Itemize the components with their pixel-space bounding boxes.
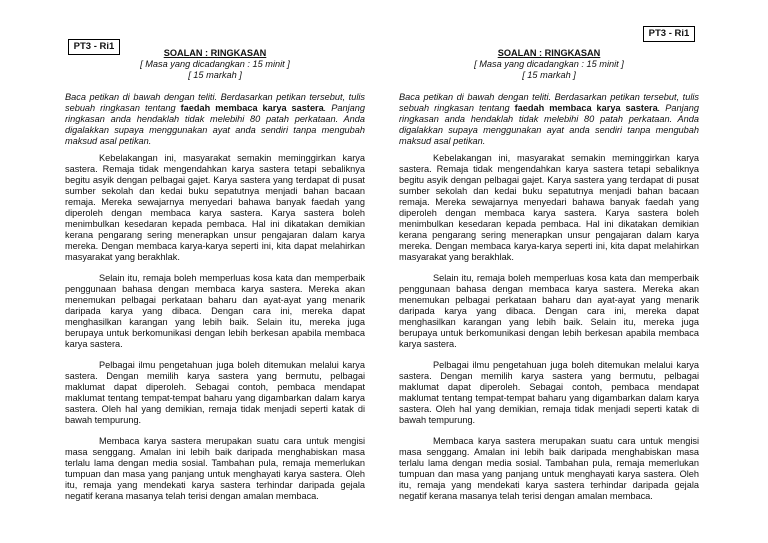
instruction-text [399,92,699,147]
time-allotted: [ Masa yang dicadangkan : 15 minit ] [474,59,624,69]
marks-allotted: [ 15 markah ] [188,70,242,80]
question-heading [399,48,699,81]
instruction-part-2: . Panjang ringkasan anda hendaklah tidak melebihi 80 patah perkataan. Anda digalakkan supaya menggunakan ayat anda sendiri tanpa mengubah maksud asal petikan. [399,103,700,146]
passage-paragraph: Kebelakangan ini, masyarakat semakin meminggirkan karya sastera. Remaja tidak mengendahkan karya sastera tetapi sebaliknya begitu asyik dengan pelbagai gajet. Karya sastera yang terdapat di pusat sumber sekolah dan kedai buku sepatutnya menjadi bahan bacaan remaja. Mereka sewajarnya menyedari bahawa banyak faedah yang diperoleh dengan membaca karya sastera. Karya sastera boleh menimbulkan kesedaran kepada pembaca. Hal ini dikatakan demikian kerana pengarang sering menerapkan unsur pengajaran dalam karya mereka. Dengan membaca karya-karya seperti ini, kita dapat melahirkan masyarakat yang berakhlak. [399,153,699,262]
passage-paragraph: Selain itu, remaja boleh memperluas kosa kata dan memperbaik penggunaan bahasa dengan membaca karya sastera. Mereka akan menemukan pelbagai perkataan baharu dan ayat-ayat yang menarik daripada karya yang dibaca. Dengan cara ini, mereka dapat menghasilkan karangan yang lebih baik. Selain itu, mereka juga berupaya untuk berkomunikasi dengan lebih berkesan apabila membaca karya sastera. [399,273,699,349]
instruction-emphasis: faedah membaca karya sastera [514,103,658,113]
instruction-text [65,92,365,147]
passage [399,153,699,512]
time-allotted: [ Masa yang dicadangkan : 15 minit ] [140,59,290,69]
passage-paragraph: Pelbagai ilmu pengetahuan juga boleh ditemukan melalui karya sastera. Dengan memilih karya sastera yang bermutu, pelbagai maklumat dapat diperoleh. Sebagai contoh, pembaca mendapat maklumat tentang tempat-tempat baharu yang digambarkan dalam karya sastera. Oleh hal yang demikian, remaja tidak menjadi seperti katak di bawah tempurung. [65,360,365,425]
passage-paragraph: Selain itu, remaja boleh memperluas kosa kata dan memperbaik penggunaan bahasa dengan membaca karya sastera. Mereka akan menemukan pelbagai perkataan baharu dan ayat-ayat yang menarik daripada karya yang dibaca. Dengan cara ini, mereka dapat menghasilkan karangan yang lebih baik. Selain itu, mereka juga berupaya untuk berkomunikasi dengan lebih berkesan apabila membaca karya sastera. [65,273,365,349]
question-title: SOALAN : RINGKASAN [497,48,601,58]
passage-paragraph: Pelbagai ilmu pengetahuan juga boleh ditemukan melalui karya sastera. Dengan memilih karya sastera yang bermutu, pelbagai maklumat dapat diperoleh. Sebagai contoh, pembaca mendapat maklumat tentang tempat-tempat baharu yang digambarkan dalam karya sastera. Oleh hal yang demikian, remaja tidak menjadi seperti katak di bawah tempurung. [399,360,699,425]
question-code-box: PT3 - Ri1 [68,39,120,55]
question-code-box: PT3 - Ri1 [643,26,695,42]
question-heading [65,48,365,81]
instruction-part-1: Baca petikan di bawah dengan teliti. Berdasarkan petikan tersebut, tulis sebuah ringkasan tentang [399,92,699,113]
instruction-emphasis: faedah membaca karya sastera [180,103,324,113]
passage-paragraph: Kebelakangan ini, masyarakat semakin meminggirkan karya sastera. Remaja tidak mengendahkan karya sastera tetapi sebaliknya begitu asyik dengan pelbagai gajet. Karya sastera yang terdapat di pusat sumber sekolah dan kedai buku sepatutnya menjadi bahan bacaan remaja. Mereka sewajarnya menyedari bahawa banyak faedah yang diperoleh dengan membaca karya sastera. Karya sastera boleh menimbulkan kesedaran kepada pembaca. Hal ini dikatakan demikian kerana pengarang sering menerapkan unsur pengajaran dalam karya mereka. Dengan membaca karya-karya seperti ini, kita dapat melahirkan masyarakat yang berakhlak. [65,153,365,262]
marks-allotted: [ 15 markah ] [522,70,576,80]
instruction-part-1: Baca petikan di bawah dengan teliti. Berdasarkan petikan tersebut, tulis sebuah ringkasan tentang [65,92,365,113]
question-title: SOALAN : RINGKASAN [163,48,267,58]
passage-paragraph: Membaca karya sastera merupakan suatu cara untuk mengisi masa senggang. Amalan ini lebih baik daripada menghabiskan masa terlalu lama dengan media sosial. Tambahan pula, remaja memerlukan tumpuan dan masa yang panjang untuk menghayati karya sastera. Oleh itu, remaja yang mendekati karya sastera terhindar daripada gejala negatif kerana masanya telah terisi dengan amalan membaca. [399,436,699,501]
passage-paragraph: Membaca karya sastera merupakan suatu cara untuk mengisi masa senggang. Amalan ini lebih baik daripada menghabiskan masa terlalu lama dengan media sosial. Tambahan pula, remaja memerlukan tumpuan dan masa yang panjang untuk menghayati karya sastera. Oleh itu, remaja yang mendekati karya sastera terhindar daripada gejala negatif kerana masanya telah terisi dengan amalan membaca. [65,436,365,501]
passage [65,153,365,512]
instruction-part-2: . Panjang ringkasan anda hendaklah tidak melebihi 80 patah perkataan. Anda digalakkan supaya menggunakan ayat anda sendiri tanpa mengubah maksud asal petikan. [65,103,366,146]
